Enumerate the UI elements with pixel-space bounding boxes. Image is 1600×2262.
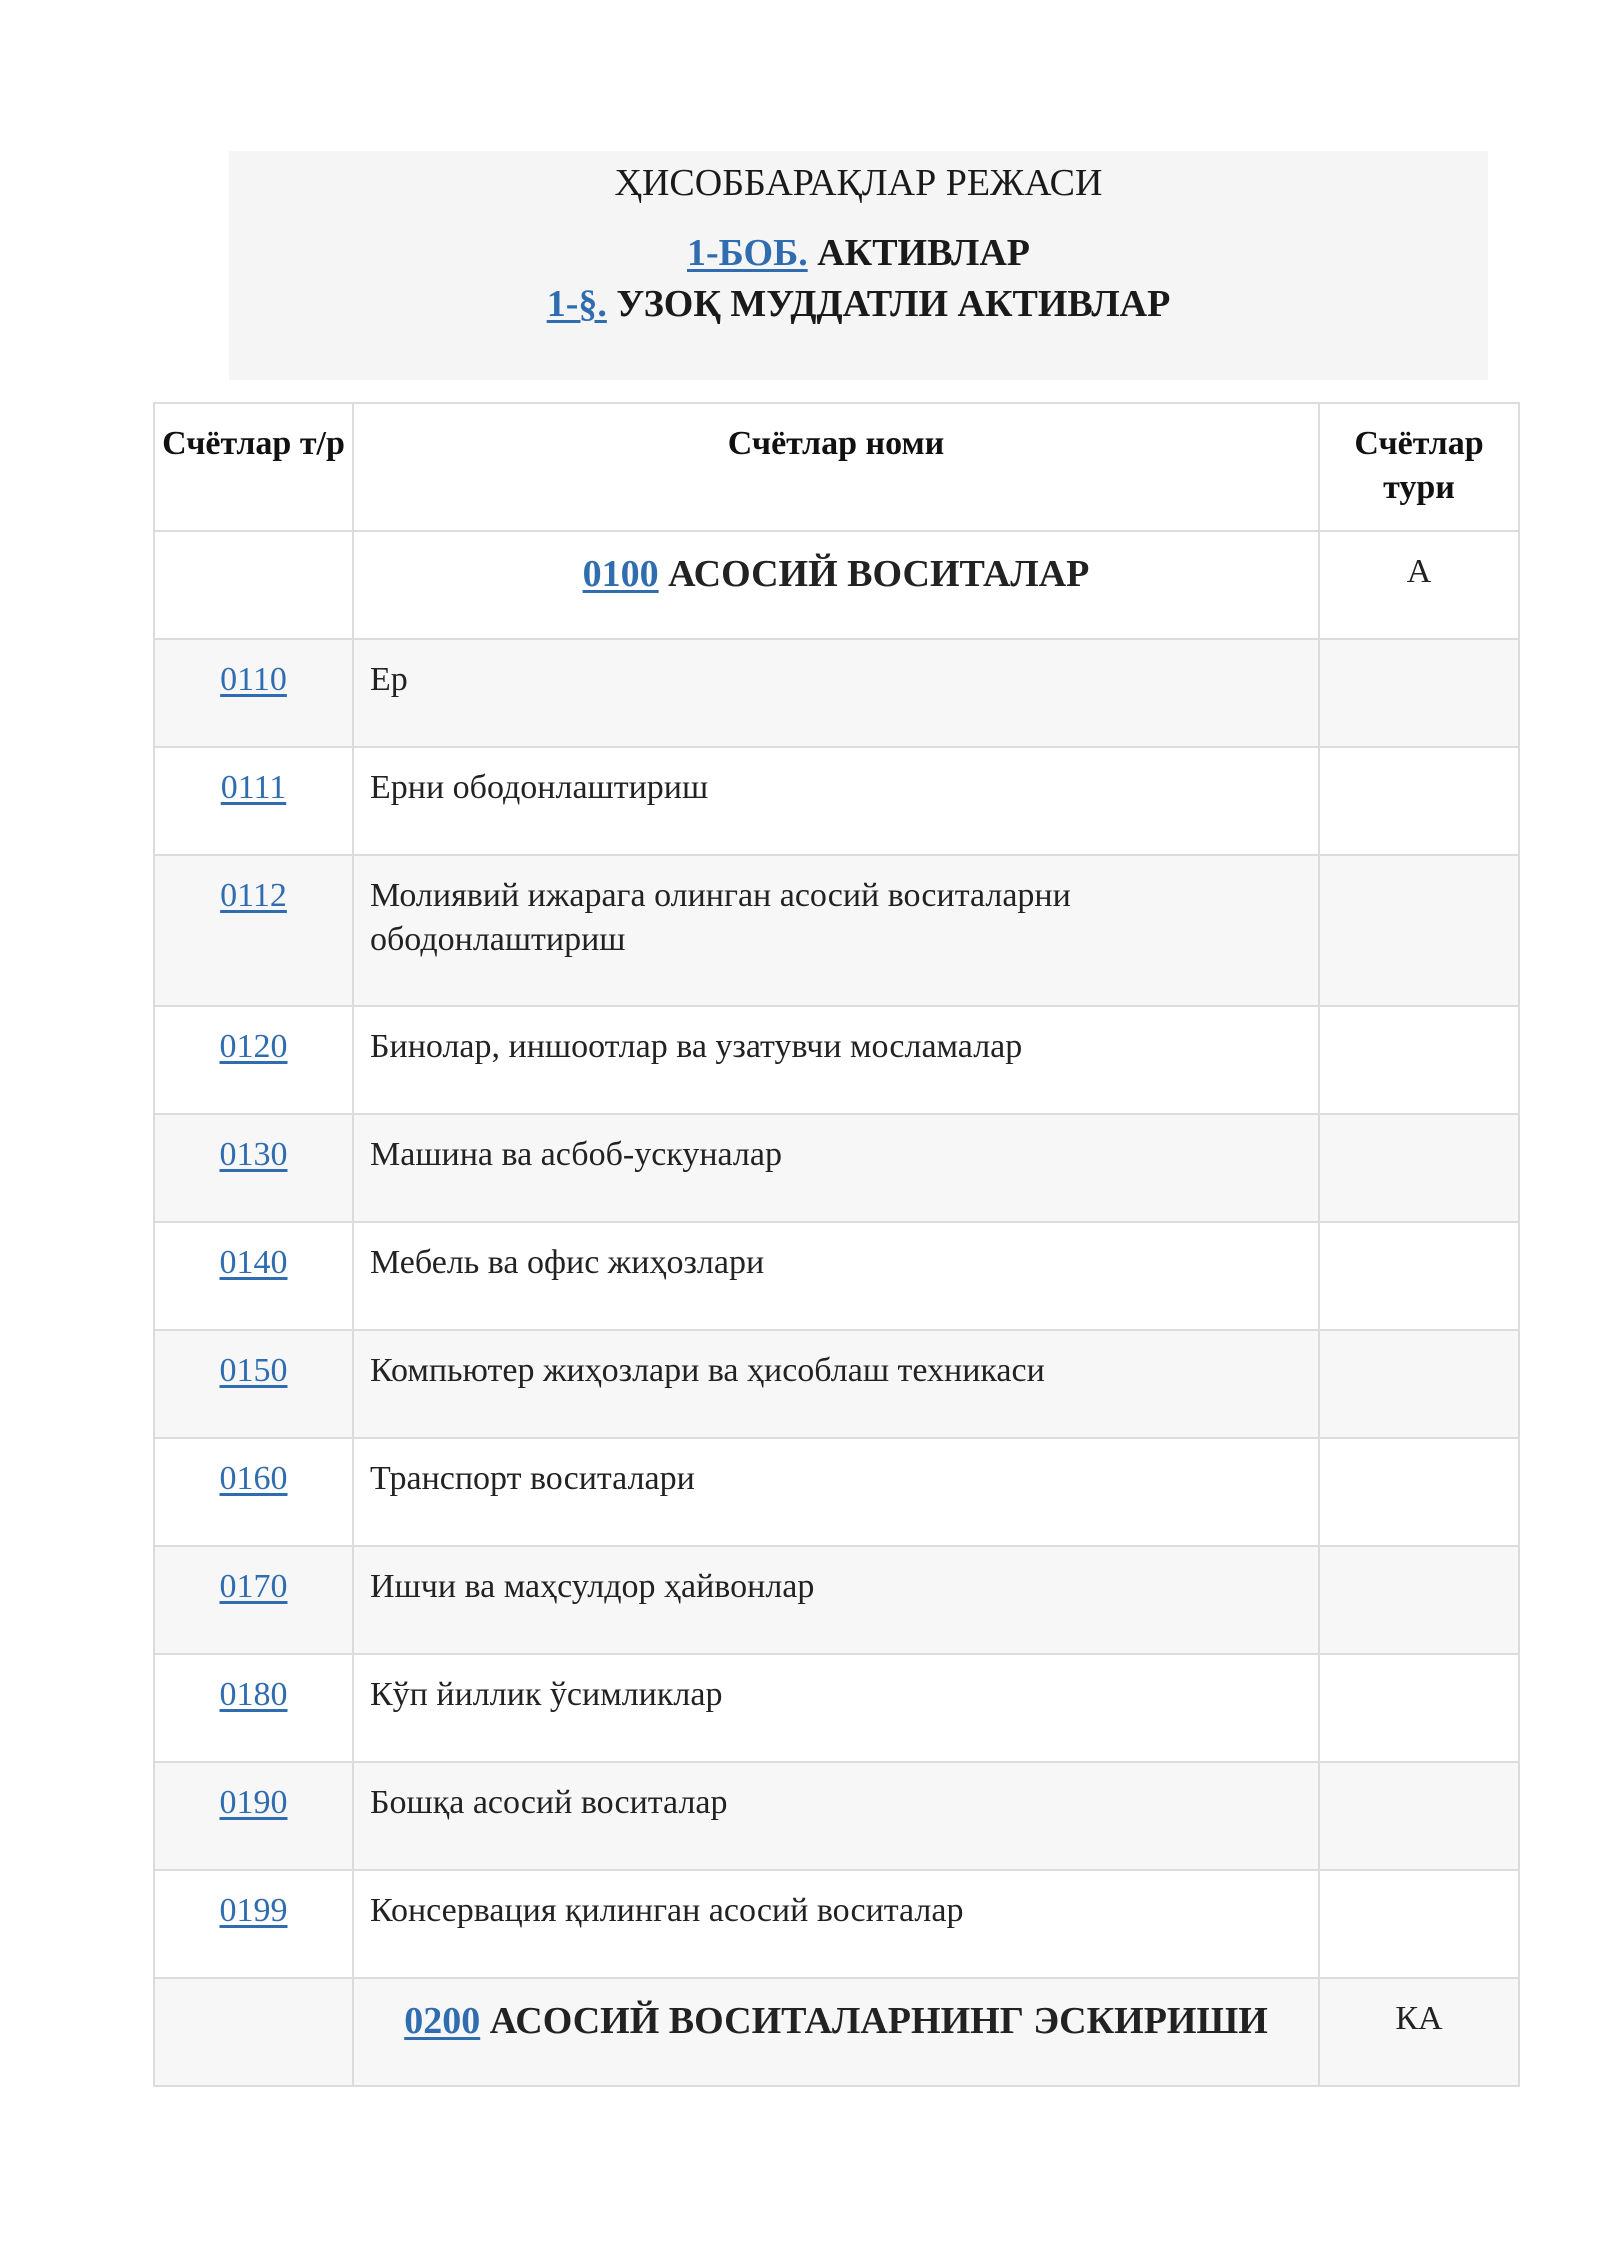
account-code-link[interactable]: 0199 bbox=[219, 1892, 288, 1929]
account-type-cell bbox=[1319, 1114, 1519, 1222]
account-type-cell bbox=[1319, 1762, 1519, 1870]
account-code-link[interactable]: 0160 bbox=[219, 1460, 288, 1497]
table-row bbox=[154, 747, 1519, 855]
account-type-cell: А bbox=[1319, 531, 1519, 639]
account-code-cell bbox=[154, 639, 353, 747]
account-code-cell bbox=[154, 1546, 353, 1654]
table-row bbox=[154, 639, 1519, 747]
account-code-cell bbox=[154, 1438, 353, 1546]
table-row bbox=[154, 1222, 1519, 1330]
account-type-cell bbox=[1319, 639, 1519, 747]
group-row bbox=[154, 1978, 1519, 2086]
account-name-cell bbox=[353, 1330, 1319, 1438]
account-code-link[interactable]: 0150 bbox=[219, 1352, 288, 1389]
table-row bbox=[154, 1654, 1519, 1762]
account-type-cell bbox=[1319, 1546, 1519, 1654]
account-name: Бошқа асосий воситалар bbox=[370, 1784, 728, 1821]
account-name-cell bbox=[353, 639, 1319, 747]
account-name-cell bbox=[353, 1114, 1319, 1222]
account-type-cell: КА bbox=[1319, 1978, 1519, 2086]
account-code-cell bbox=[154, 1006, 353, 1114]
column-header-code: Счётлар т/р bbox=[154, 403, 353, 531]
account-name-cell bbox=[353, 1222, 1319, 1330]
account-name: Ишчи ва маҳсулдор ҳайвонлар bbox=[370, 1568, 815, 1605]
account-code-link[interactable]: 0130 bbox=[219, 1136, 288, 1173]
document-header bbox=[229, 151, 1488, 380]
section-title: УЗОҚ МУДДАТЛИ АКТИВЛАР bbox=[616, 283, 1171, 325]
table-row bbox=[154, 1438, 1519, 1546]
account-code-cell bbox=[154, 1654, 353, 1762]
account-name: Кўп йиллик ўсимликлар bbox=[370, 1676, 723, 1713]
account-code-link[interactable]: 0190 bbox=[219, 1784, 288, 1821]
account-code-cell bbox=[154, 1222, 353, 1330]
account-name-cell bbox=[353, 531, 1319, 639]
account-type-cell bbox=[1319, 1654, 1519, 1762]
table-row bbox=[154, 1006, 1519, 1114]
account-code-link[interactable]: 0170 bbox=[219, 1568, 288, 1605]
table-row bbox=[154, 1546, 1519, 1654]
account-code-cell bbox=[154, 1870, 353, 1978]
account-name: Мебель ва офис жиҳозлари bbox=[370, 1244, 765, 1281]
table-header-row bbox=[154, 403, 1519, 531]
group-name: АСОСИЙ ВОСИТАЛАРНИНГ ЭСКИРИШИ bbox=[489, 2000, 1268, 2042]
account-name-cell bbox=[353, 855, 1319, 1006]
account-name: Бинолар, иншоотлар ва узатувчи мосламалар bbox=[370, 1028, 1023, 1065]
chapter-link[interactable]: 1-БОБ. bbox=[687, 232, 808, 274]
table-row bbox=[154, 1114, 1519, 1222]
account-name-cell bbox=[353, 1978, 1319, 2086]
account-code-cell bbox=[154, 747, 353, 855]
account-code-link[interactable]: 0120 bbox=[219, 1028, 288, 1065]
section-heading bbox=[229, 282, 1488, 326]
column-header-type: Счётлар тури bbox=[1319, 403, 1519, 531]
table-row bbox=[154, 1870, 1519, 1978]
table-row bbox=[154, 1762, 1519, 1870]
account-code-link[interactable]: 0110 bbox=[220, 661, 287, 698]
table-row bbox=[154, 1330, 1519, 1438]
account-code-cell bbox=[154, 855, 353, 1006]
section-link[interactable]: 1-§. bbox=[546, 283, 607, 325]
account-type-cell bbox=[1319, 747, 1519, 855]
account-code-link[interactable]: 0111 bbox=[220, 769, 287, 806]
group-code-link[interactable]: 0100 bbox=[582, 553, 659, 595]
account-name-cell bbox=[353, 1870, 1319, 1978]
account-code-cell bbox=[154, 531, 353, 639]
account-code-cell bbox=[154, 1330, 353, 1438]
account-name-cell bbox=[353, 1654, 1319, 1762]
account-type-cell bbox=[1319, 1330, 1519, 1438]
group-name: АСОСИЙ ВОСИТАЛАР bbox=[668, 553, 1090, 595]
account-type-cell bbox=[1319, 1438, 1519, 1546]
account-name: Компьютер жиҳозлари ва ҳисоблаш техникаси bbox=[370, 1352, 1045, 1389]
account-type-cell bbox=[1319, 855, 1519, 1006]
chapter-heading bbox=[229, 231, 1488, 275]
account-type-cell bbox=[1319, 1870, 1519, 1978]
document-title: ҲИСОББАРАҚЛАР РЕЖАСИ bbox=[614, 162, 1103, 204]
account-code-cell bbox=[154, 1978, 353, 2086]
accounts-table bbox=[153, 402, 1520, 2087]
group-code-link[interactable]: 0200 bbox=[404, 2000, 481, 2042]
table-row bbox=[154, 855, 1519, 1006]
account-code-link[interactable]: 0180 bbox=[219, 1676, 288, 1713]
account-code-cell bbox=[154, 1762, 353, 1870]
group-row bbox=[154, 531, 1519, 639]
account-name-cell bbox=[353, 747, 1319, 855]
account-name: Молиявий ижарага олинган асосий воситаларни ободонлаштириш bbox=[370, 877, 1071, 958]
account-type-cell bbox=[1319, 1222, 1519, 1330]
account-name-cell bbox=[353, 1006, 1319, 1114]
account-type-cell bbox=[1319, 1006, 1519, 1114]
account-name: Ер bbox=[370, 661, 408, 698]
account-name-cell bbox=[353, 1438, 1319, 1546]
account-name: Машина ва асбоб-ускуналар bbox=[370, 1136, 782, 1173]
account-code-cell bbox=[154, 1114, 353, 1222]
account-name-cell bbox=[353, 1762, 1319, 1870]
column-header-name: Счётлар номи bbox=[353, 403, 1319, 531]
account-name: Консервация қилинган асосий воситалар bbox=[370, 1892, 964, 1929]
account-code-link[interactable]: 0140 bbox=[219, 1244, 288, 1281]
chapter-title: АКТИВЛАР bbox=[817, 232, 1030, 274]
account-name-cell bbox=[353, 1546, 1319, 1654]
account-name: Транспорт воситалари bbox=[370, 1460, 695, 1497]
account-code-link[interactable]: 0112 bbox=[220, 877, 287, 914]
account-name: Ерни ободонлаштириш bbox=[370, 769, 709, 806]
